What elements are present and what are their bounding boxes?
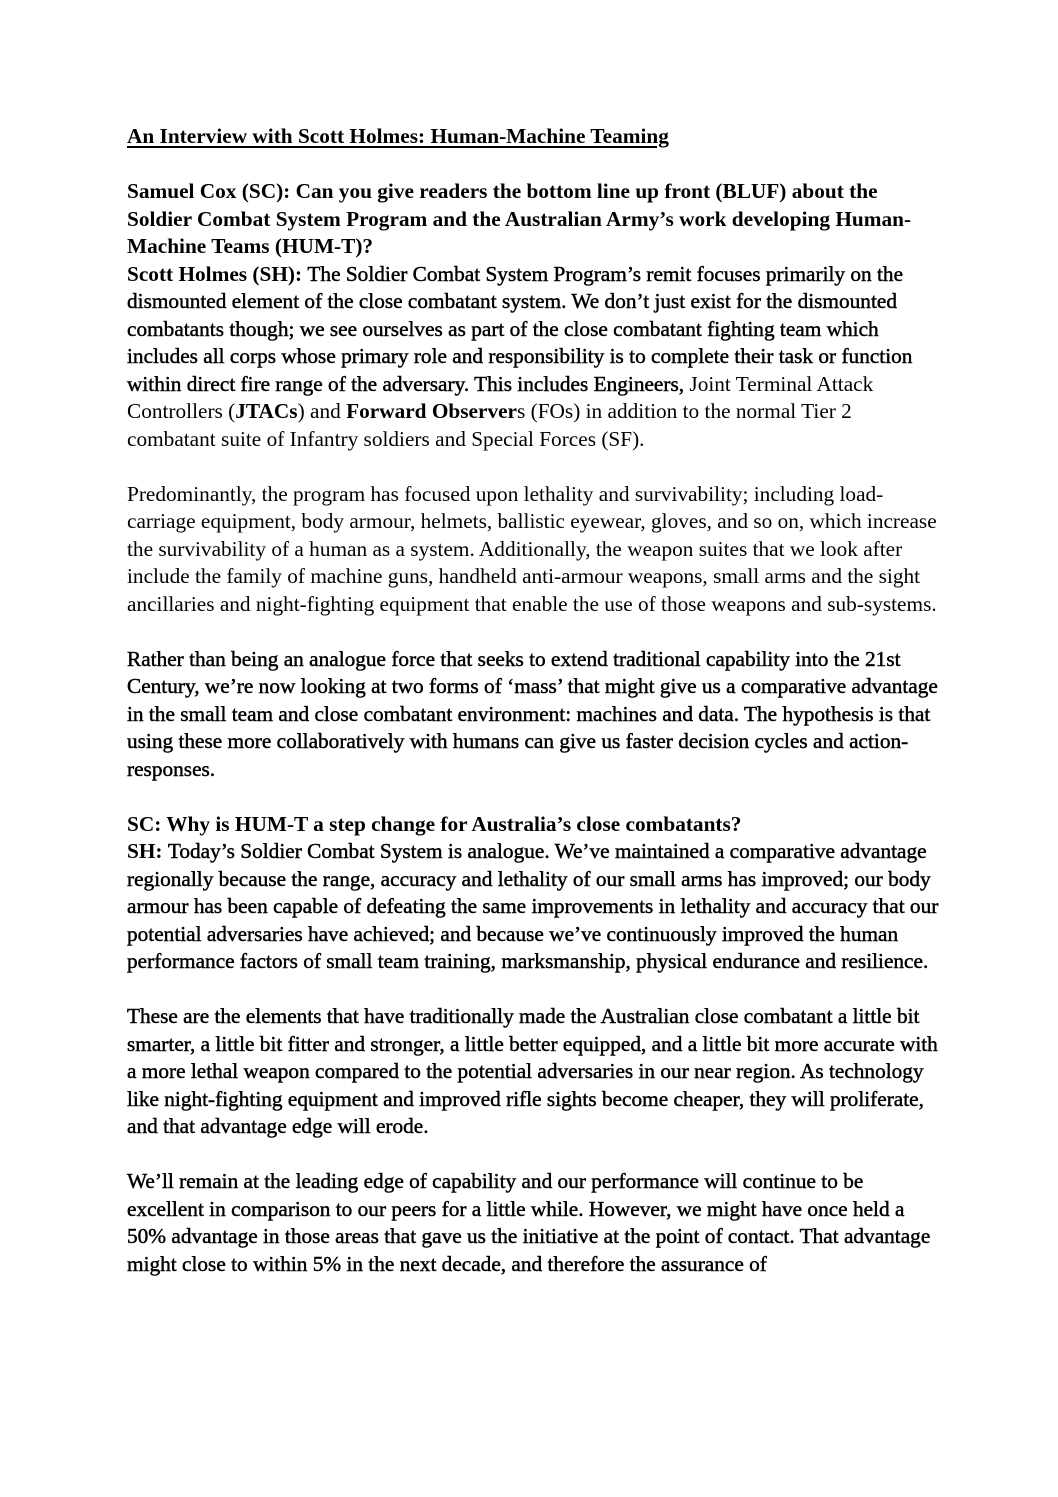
document-body bbox=[127, 178, 945, 1278]
text-run-bold: Forward Observer bbox=[346, 399, 517, 423]
document-content bbox=[127, 123, 945, 1278]
text-run-regular: ) and bbox=[297, 399, 347, 423]
text-run-regular: Joint Terminal Attack Controllers ( bbox=[127, 371, 874, 423]
text-run-regular: Predominantly, the program has focused upon lethality and survivability; including load-carriage equipment, body armour, helmets, ballistic eyewear, gloves, and so on, which increase the survivability of a human as a system. Additionally, the weapon suites that we look after include the family of machine guns, handheld anti-armour weapons, small arms and the sight ancillaries and night-fighting equipment that enable the use of those weapons and sub-systems. bbox=[127, 481, 937, 616]
text-run-medium: We’ll remain at the leading edge of capability and our performance will continue to be excellent in comparison to our peers for a little while. However, we might have once held a 50% advantage in those areas that gave us the initiative at the point of contact. That advantage might close to within 5% in the next decade, and therefore the assurance of bbox=[127, 1169, 931, 1276]
text-run-bold: SC: Why is HUM-T a step change for Australia’s close combatants? bbox=[127, 811, 742, 836]
paragraph-advantage-erosion bbox=[127, 1168, 945, 1278]
text-run-medium: Rather than being an analogue force that seeks to extend traditional capability into the 21st Century, we’re now looking at two forms of ‘mass’ that might give us a comparative advantage in the small team and close combatant environment: machines and data. The hypothesis is that using these more collaboratively with humans can give us faster decision cycles and action-responses. bbox=[127, 646, 938, 781]
text-run-medium: These are the elements that have traditionally made the Australian close combatant a little bit smarter, a little bit fitter and stronger, a little better equipped, and a little bit more accurate with a more lethal weapon compared to the potential adversaries in our near region. As technology like night-fighting equipment and improved rifle sights become cheaper, they will proliferate, and that advantage edge will erode. bbox=[127, 1004, 938, 1138]
text-run-bold: JTACs bbox=[235, 399, 298, 423]
text-run-medium: The Soldier Combat System Program’s remit focuses primarily on the dismounted element of the close combatant system. We don’t just exist for the dismounted combatants though; we see ourselves as part of the close combatant fighting team which includes all corps whose primary role and responsibility is to complete their task or function within direct fire range of the adversary. This includes Engineers, bbox=[127, 261, 913, 396]
question-1 bbox=[127, 178, 945, 261]
question-2 bbox=[127, 811, 945, 839]
paragraph-program-focus bbox=[127, 481, 945, 619]
document-title: An Interview with Scott Holmes: Human-Machine Teaming bbox=[127, 124, 669, 148]
answer-2 bbox=[127, 838, 945, 976]
paragraph-traditional-advantage bbox=[127, 1003, 945, 1141]
text-run-bold: Scott Holmes (SH): bbox=[127, 261, 308, 286]
text-run-bold: SH: bbox=[127, 839, 168, 863]
answer-1 bbox=[127, 261, 945, 454]
text-run-regular: s (FOs) in addition to the normal Tier 2 combatant suite of Infantry soldiers and Special Forces (SF). bbox=[127, 399, 852, 451]
text-run-bold: Samuel Cox (SC): Can you give readers the bottom line up front (BLUF) about the Soldier Combat System Program and the Australian Army’s work developing Human-Machine Teams (HUM-T)? bbox=[127, 179, 912, 258]
text-run-medium: Today’s Soldier Combat System is analogue. We’ve maintained a comparative advantage regionally because the range, accuracy and lethality of our small arms has improved; our body armour has been capable of defeating the same improvements in lethality and accuracy that our potential adversaries have achieved; and because we’ve continuously improved the human performance factors of small team training, marksmanship, physical endurance and resilience. bbox=[127, 839, 939, 973]
paragraph-two-forms-of-mass bbox=[127, 646, 945, 784]
